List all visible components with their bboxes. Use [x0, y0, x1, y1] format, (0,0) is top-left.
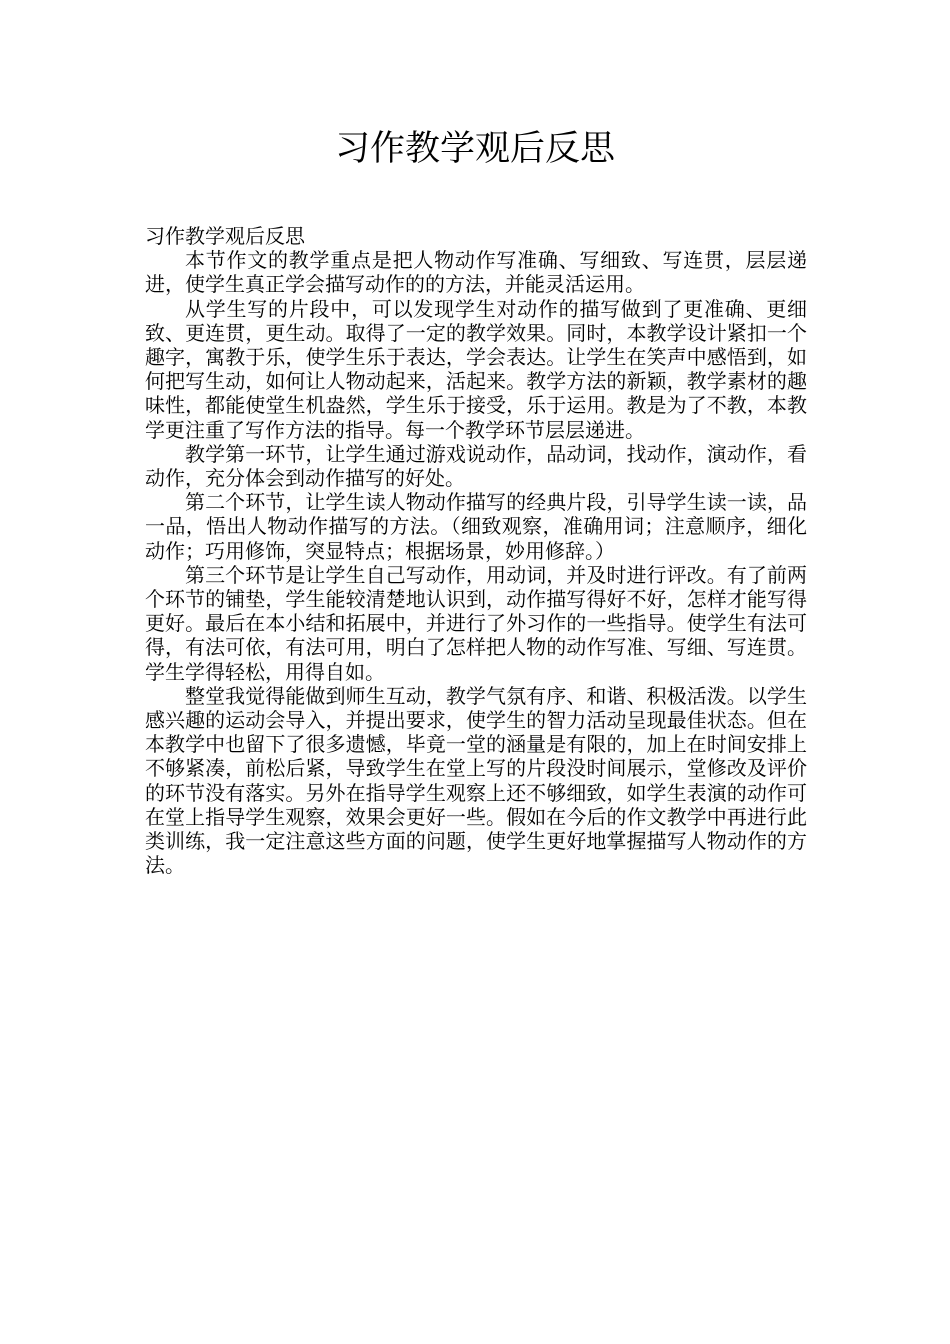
- paragraph: 第二个环节，让学生读人物动作描写的经典片段，引导学生读一读，品一品，悟出人物动作描写的方法。（细致观察，准确用词；注意顺序，细化动作；巧用修饰，突显特点；根据场景，妙用修辞。）: [145, 490, 807, 563]
- paragraph: 教学第一环节，让学生通过游戏说动作，品动词，找动作，演动作，看动作，充分体会到动作描写的好处。: [145, 441, 807, 491]
- paragraph: 从学生写的片段中，可以发现学生对动作的描写做到了更准确、更细致、更连贯，更生动。取得了一定的教学效果。同时，本教学设计紧扣一个趣字，寓教于乐，使学生乐于表达，学会表达。让学生在笑声中感悟到，如何把写生动，如何让人物动起来，活起来。教学方法的新颖，教学素材的趣味性，都能使堂生机盎然，学生乐于接受，乐于运用。教是为了不教，本教学更注重了写作方法的指导。每一个教学环节层层递进。: [145, 296, 807, 442]
- paragraph: 本节作文的教学重点是把人物动作写准确、写细致、写连贯，层层递进，使学生真正学会描写动作的的方法，并能灵活运用。: [145, 248, 807, 297]
- document-body: [145, 224, 807, 877]
- document-title: 习作教学观后反思: [334, 129, 615, 169]
- subtitle-line: 习作教学观后反思: [145, 224, 305, 248]
- paragraph: 整堂我觉得能做到师生互动，教学气氛有序、和谐、积极活泼。以学生感兴趣的运动会导入，并提出要求，使学生的智力活动呈现最佳状态。但在本教学中也留下了很多遗憾，毕竟一堂的涵量是有限的，加上在时间安排上不够紧凑，前松后紧，导致学生在堂上写的片段没时间展示，堂修改及评价的环节没有落实。另外在指导学生观察上还不够细致，如学生表演的动作可在堂上指导学生观察，效果会更好一些。假如在今后的作文教学中再进行此类训练，我一定注意这些方面的问题，使学生更好地掌握描写人物动作的方法。: [145, 683, 807, 878]
- paragraph: 第三个环节是让学生自己写动作，用动词，并及时进行评改。有了前两个环节的铺垫，学生能较清楚地认识到，动作描写得好不好，怎样才能写得更好。最后在本小结和拓展中，并进行了外习作的一些指导。使学生有法可得，有法可依，有法可用，明白了怎样把人物的动作写准、写细、写连贯。学生学得轻松，用得自如。: [145, 562, 807, 684]
